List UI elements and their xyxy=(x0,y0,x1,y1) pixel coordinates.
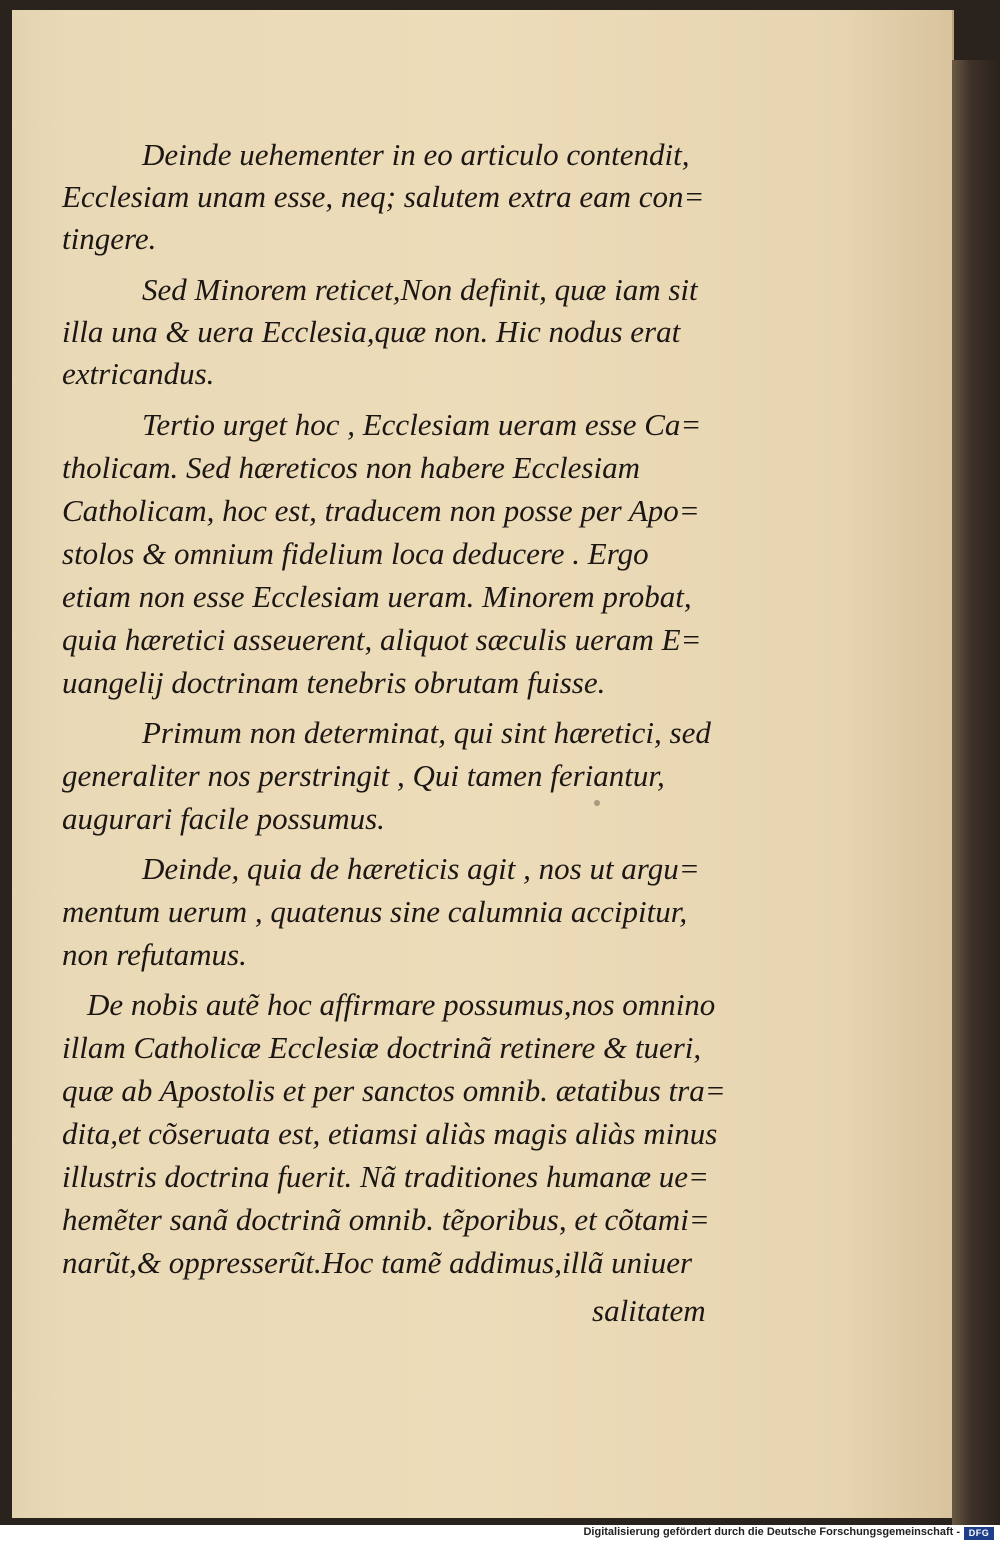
text-line-3: tingere. xyxy=(62,221,157,256)
text-line-26: narũt,& oppresserũt.Hoc tamẽ addimus,illã uniuer xyxy=(62,1245,693,1280)
text-line-2: Ecclesiam unam esse, neq; salutem extra eam con= xyxy=(62,179,705,214)
text-line-25: hemẽter sanã doctrinã omnib. tẽporibus, et cõtami= xyxy=(62,1202,710,1237)
text-line-1: Deinde uehementer in eo articulo contendit, xyxy=(142,137,690,172)
text-line-17: Deinde, quia de hæreticis agit , nos ut argu= xyxy=(142,851,700,886)
text-line-15: generaliter nos perstringit , Qui tamen feriantur, xyxy=(62,758,665,793)
text-line-22: quæ ab Apostolis et per sanctos omnib. ætatibus tra= xyxy=(62,1073,726,1108)
text-line-24: illustris doctrina fuerit. Nã traditiones humanæ ue= xyxy=(62,1159,709,1194)
text-line-23: dita,et cõseruata est, etiamsi aliàs magis aliàs minus xyxy=(62,1116,718,1151)
text-line-12: quia hæretici asseuerent, aliquot sæculis ueram E= xyxy=(62,622,702,657)
catchword: salitatem xyxy=(592,1293,706,1328)
text-line-11: etiam non esse Ecclesiam ueram. Minorem probat, xyxy=(62,579,692,614)
digitization-footer xyxy=(0,1525,1000,1543)
text-line-9: Catholicam, hoc est, traducem non posse per Apo= xyxy=(62,493,700,528)
text-line-14: Primum non determinat, qui sint hæretici, sed xyxy=(142,715,711,750)
text-line-7: Tertio urget hoc , Ecclesiam ueram esse Ca= xyxy=(142,407,702,442)
text-line-10: stolos & omnium fidelium loca deducere . Ergo xyxy=(62,536,649,571)
book-page xyxy=(12,10,954,1518)
ink-spot xyxy=(594,800,600,806)
dfg-logo: DFG xyxy=(964,1527,994,1540)
text-line-8: tholicam. Sed hæreticos non habere Ecclesiam xyxy=(62,450,640,485)
text-line-18: mentum uerum , quatenus sine calumnia accipitur, xyxy=(62,894,688,929)
text-line-4: Sed Minorem reticet,Non definit, quæ iam sit xyxy=(142,272,698,307)
text-line-20: De nobis autẽ hoc affirmare possumus,nos omnino xyxy=(87,987,716,1022)
footer-credit: Digitalisierung gefördert durch die Deutsche Forschungsgemeinschaft - xyxy=(583,1526,960,1538)
text-line-13: uangelij doctrinam tenebris obrutam fuisse. xyxy=(62,665,606,700)
text-line-5: illa una & uera Ecclesia,quæ non. Hic nodus erat xyxy=(62,314,681,349)
text-line-19: non refutamus. xyxy=(62,937,247,972)
text-line-6: extricandus. xyxy=(62,356,215,391)
text-line-16: augurari facile possumus. xyxy=(62,801,385,836)
text-line-21: illam Catholicæ Ecclesiæ doctrinã retinere & tueri, xyxy=(62,1030,702,1065)
book-fore-edge xyxy=(952,60,1000,1525)
